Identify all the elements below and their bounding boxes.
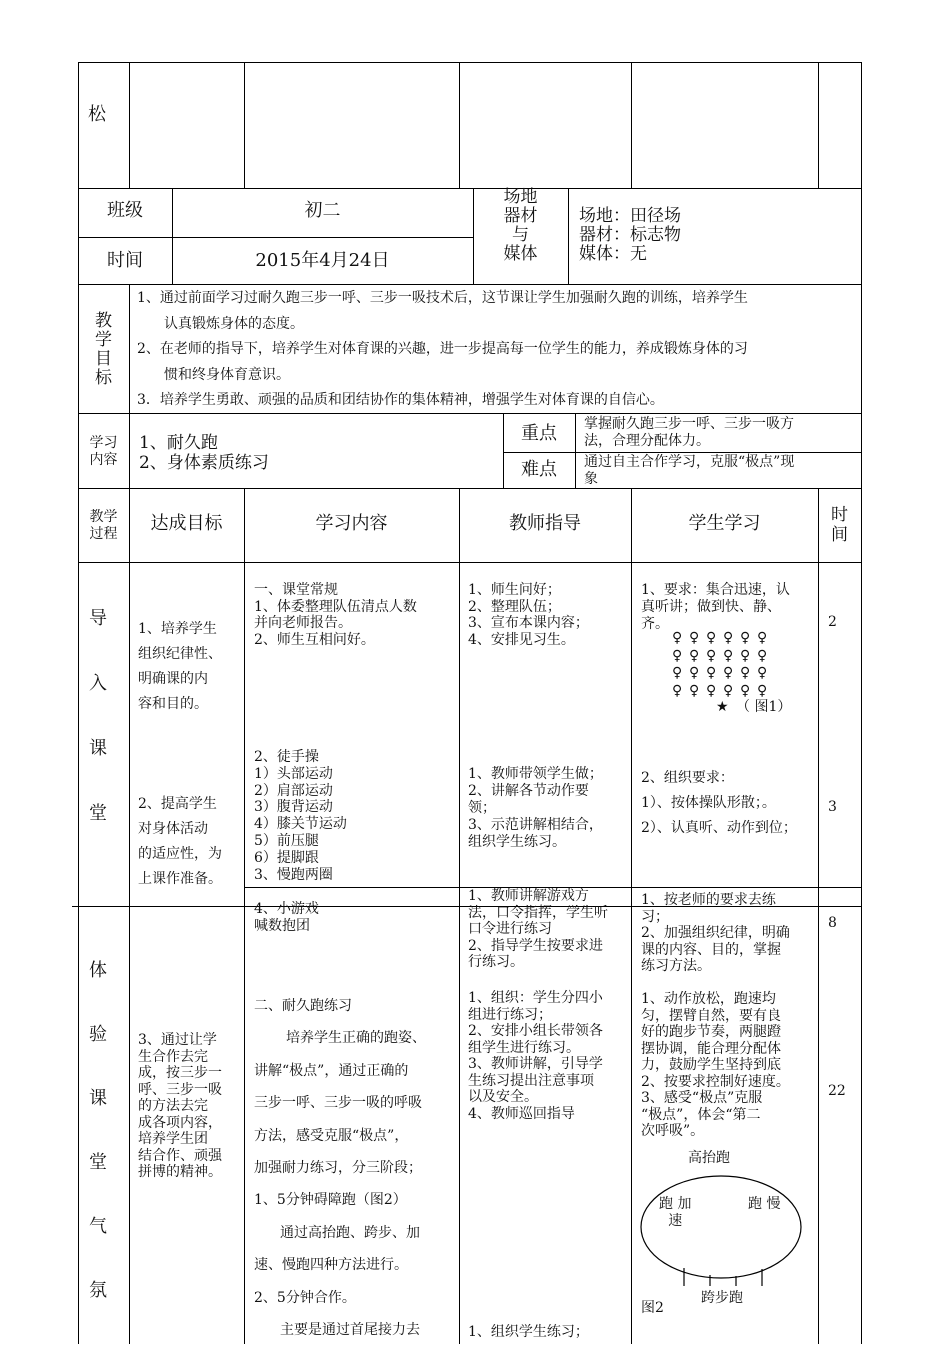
section2-label: 体 验 课 堂 气 氛 <box>89 960 107 1301</box>
student-figure-icon: ♀ <box>723 647 735 664</box>
formation-row <box>672 630 774 648</box>
learning-label: 学习 内容 <box>89 435 118 468</box>
student-figure-icon: ♀ <box>689 682 701 699</box>
student-figure-icon: ♀ <box>706 682 718 699</box>
learning-items: 1、耐久跑 2、身体素质练习 <box>139 433 269 473</box>
time-value: 2015年4月24日 <box>255 250 390 271</box>
section2-teacher-a: 1、教师讲解游戏方 法，口令指挥，学生听 口令进行练习 2、指导学生按要求进 行练习。 <box>468 888 608 970</box>
student-figure-icon: ♀ <box>757 682 769 699</box>
section1-time1: 2 <box>828 614 837 630</box>
student-figure-icon: ♀ <box>757 647 769 664</box>
section1-label: 导 入 课 堂 <box>89 608 107 824</box>
section1-student1: 1、要求：集合迅速，认 真听讲；做到快、静、 齐。 <box>641 582 790 632</box>
student-figure-icon: ♀ <box>672 665 684 681</box>
student-figure-icon: ♀ <box>706 665 718 681</box>
section2-goal: 3、通过让学 生合作去完 成，按三步一 呼、三步一吸 的方法去完 成各项内容， 培养学生团 结合作、顽强 拼博的精神。 <box>138 1032 222 1180</box>
section2-teacher-c: 1、组织学生练习； <box>468 1324 589 1340</box>
student-figure-icon: ♀ <box>672 647 684 664</box>
track-bottom-label: 跨步跑 <box>701 1290 743 1306</box>
section2-time2: 22 <box>828 1083 846 1099</box>
header-process: 教学 过程 <box>89 509 118 542</box>
track-right-label: 跑 慢 <box>748 1196 781 1212</box>
student-figure-icon: ♀ <box>740 682 752 699</box>
header-content: 学习内容 <box>315 513 388 534</box>
track-caption: 图2 <box>641 1300 664 1316</box>
section1-goal1: 1、培养学生 组织纪律性、 明确课的内 容和目的。 <box>138 621 222 712</box>
formation-row <box>672 665 774 683</box>
student-figure-icon: ♀ <box>740 630 752 646</box>
section1-student2: 2、组织要求： 1）、按体操队形散；。 2）、认真听、动作到位； <box>641 770 797 836</box>
header-teacher: 教师指导 <box>509 513 581 534</box>
section2-content-b: 二、耐久跑练习 培养学生正确的跑姿、 讲解“极点”，通过正确的 三步一呼、三步一吸的呼吸 方法，感受克服“极点”， 加强耐力练习，分三阶段； 1、5分钟碍障跑（图2） 通过高抬跑、跨步、加 速、慢跑四种方法进行。 2、5分钟合作。 主要是通过首尾接力去 <box>254 998 426 1339</box>
student-figure-icon: ♀ <box>723 630 735 646</box>
objectives-label: 教 学 目 标 <box>95 311 112 388</box>
student-figure-icon: ♀ <box>672 682 684 699</box>
student-figure-icon: ♀ <box>740 647 752 664</box>
class-label: 班级 <box>107 200 143 221</box>
section2-time1: 8 <box>828 915 837 931</box>
venue-label: 场地 器材 与 媒体 <box>503 187 538 264</box>
student-figure-icon: ♀ <box>706 630 718 646</box>
section2-student-a: 1、按老师的要求去练 习； 2、加强组织纪律，明确 课的内容、目的，掌握 练习方法。 <box>641 892 790 974</box>
student-figure-icon: ♀ <box>689 630 701 646</box>
header-goal: 达成目标 <box>150 513 223 534</box>
student-figure-icon: ♀ <box>723 665 735 681</box>
section1-goal2: 2、提高学生 对身体活动 的适应性，为 上课作准备。 <box>138 796 222 887</box>
track-left-label: 跑 加 速 <box>659 1196 692 1229</box>
section1-teacher2: 1、教师带领学生做； 2、讲解各节动作要 领； 3、示范讲解相结合， 组织学生练习。 <box>468 766 603 850</box>
class-value: 初二 <box>304 200 341 221</box>
section2-teacher-b: 1、组织：学生分四小 组进行练习； 2、安排小组长带领各 组学生进行练习。 3、教师讲解，引导学 生练习提出注意事项 以及安全。 4、教师巡回指导 <box>468 990 603 1122</box>
top-row-label: 松 <box>88 104 106 125</box>
formation-caption: （ 图1） <box>736 699 792 715</box>
difficulty-text: 通过自主合作学习，克服“极点”现 象 <box>584 454 795 487</box>
section1-content1: 一、课堂常规 1、体委整理队伍清点人数 并向老师报告。 2、师生互相问好。 <box>254 582 417 648</box>
formation-row <box>672 648 774 666</box>
section1-content2: 2、徒手操 1）头部运动 2）肩部运动 3）腹背运动 4）膝关节运动 5）前压腿 6）提脚跟 3、慢跑两圈 <box>254 749 347 883</box>
student-figure-icon: ♀ <box>757 630 769 646</box>
student-figure-icon: ♀ <box>689 665 701 681</box>
difficulty-label: 难点 <box>521 459 557 480</box>
student-figure-icon: ♀ <box>723 682 735 699</box>
key-point-text: 掌握耐久跑三步一呼、三步一吸方 法，合理分配体力。 <box>584 416 794 449</box>
section1-time2: 3 <box>828 799 837 815</box>
header-student: 学生学习 <box>688 513 761 534</box>
student-figure-icon: ♀ <box>689 647 701 664</box>
student-figure-icon: ♀ <box>706 647 718 664</box>
formation-diagram <box>672 630 774 700</box>
track-top-label: 高抬跑 <box>688 1150 730 1166</box>
student-figure-icon: ♀ <box>740 665 752 681</box>
time-label: 时间 <box>107 250 143 271</box>
venue-details: 场地：田径场 器材：标志物 媒体：无 <box>579 206 681 264</box>
student-figure-icon: ♀ <box>672 630 684 646</box>
student-figure-icon: ♀ <box>757 665 769 681</box>
section1-teacher1: 1、师生问好； 2、整理队伍； 3、宣布本课内容； 4、安排见习生。 <box>468 582 589 648</box>
key-point-label: 重点 <box>521 423 557 444</box>
section2-student-b: 1、动作放松，跑速均 匀，摆臂自然，要有良 好的跑步节奏，两腿蹬 摆协调，能合理分配体 力，鼓励学生坚持到底 2、按要求控制好速度。 3、感受“极点”克服 “极点”，体会“第二 次呼吸”。 <box>641 991 790 1139</box>
formation-star-icon: ★ <box>716 699 729 715</box>
formation-row <box>672 683 774 701</box>
header-time: 时 间 <box>831 505 848 545</box>
objectives-text: 1、通过前面学习过耐久跑三步一呼、三步一吸技术后，这节课让学生加强耐久跑的训练，培养学生 认真锻炼身体的态度。 2、在老师的指导下，培养学生对体育课的兴趣，进一步提高每一位学生的能力，养成锻炼身体的习 惯和终身体育意识。 3．培养学生勇敢、顽强的品质和团结协作的集体精神，增强学生对体育课的自信心。 <box>137 290 748 408</box>
section2-content-a: 4、小游戏 喊数抱团 <box>254 901 319 934</box>
